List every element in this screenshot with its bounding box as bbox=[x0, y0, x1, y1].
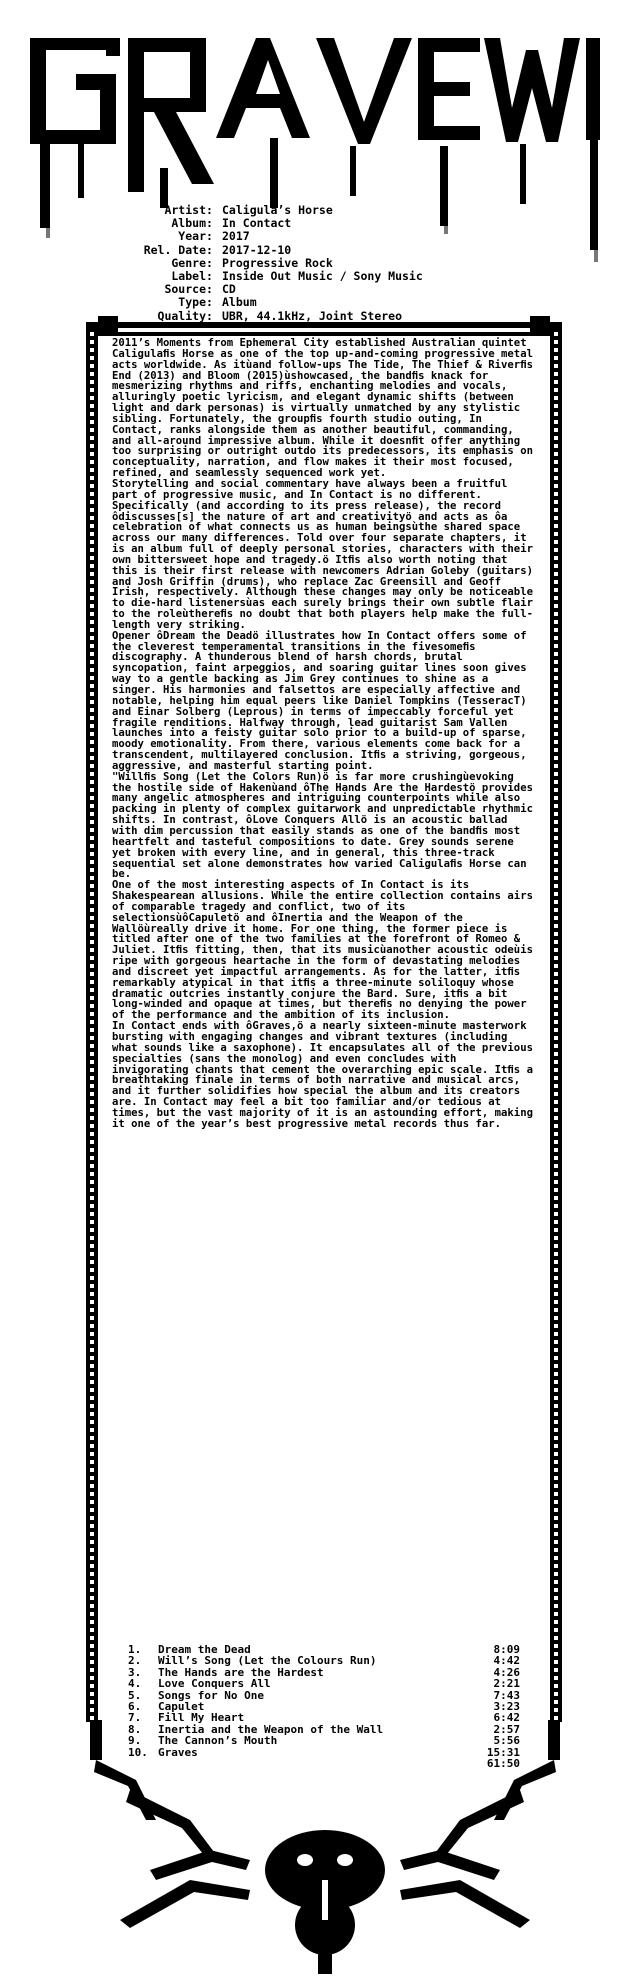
album-metadata bbox=[86, 204, 423, 323]
track-number: 2. bbox=[128, 1654, 142, 1668]
frame-left-rail bbox=[86, 332, 98, 1722]
meta-row-genre: Genre : Progressive Rock bbox=[86, 257, 423, 270]
meta-value: In Contact bbox=[222, 216, 292, 231]
track-title: Love Conquers All bbox=[158, 1677, 271, 1691]
meta-row-quality: Quality : UBR, 44.1kHz, Joint Stereo bbox=[86, 310, 423, 323]
review-paragraph: Opener ôDream the Deadö illustrates how In Contact offers some of the cleverest temperamental transitions in the fivesomeﬁs discography. A thunderous blend of harsh chords, brutal syncopation, faint arpeggios, and soaring guitar lines soon gives way to a gentle backing as Jim Grey continues to shine as a singer. His harmonies and falsettos are especially affective and notable, helping him equal peers like Daniel Tompkins (TesseracT) and Einar Solberg (Leprous) in terms of impeccably forceful yet fragile renditions. Halfway through, lead guitarist Sam Vallen launches into a feisty guitar solo prior to a build-up of sparse, moody emotionality. From there, various elements come back for a transcendent, multilayered conclusion. Itﬁs a striving, gorgeous, aggressive, and masterful starting point. bbox=[112, 629, 527, 772]
review-paragraph: 2011’s Moments from Ephemeral City established Australian quintet Caligulaﬁs Horse as one of the top up-and-coming progressive metal acts worldwide. As itùand follow-ups The Tide, The Thief & Riverﬁs End (2013) and Bloom (2015)ùshowcased, the bandﬁs knack for mesmerizing rhythms and riffs, enchanting melodies and vocals, alluringly poetic lyricism, and elegant dynamic shifts (between light and dark personas) is virtually unmatched by any stylistic sibling. Fortunately, the groupﬁs fourth studio outing, In Contact, ranks alongside them as another beautiful, commanding, and all-around impressive album. While it doesnﬁt offer anything too surprising or outright outdo its predecessors, its emphasis on conceptuality, narration, and flow makes it their most focused, refined, and seamlessly sequenced work yet. bbox=[112, 337, 533, 480]
meta-row-year: Year : 2017 bbox=[86, 230, 423, 243]
track-number: 1. bbox=[128, 1643, 142, 1656]
track-number: 10. bbox=[128, 1745, 148, 1759]
meta-row-album: Album : In Contact bbox=[86, 217, 423, 230]
track-number: 6. bbox=[128, 1700, 142, 1714]
svg-text:GRAVEWISH: GRAVEWISH bbox=[317, 198, 323, 199]
review-paragraph: One of the most interesting aspects of In Contact is its Shakespearean allusions. While the entire collection contains airs of comparable tragedy and conflict, two of its selectionsùôCapuletö and ôInertia and the Weapon of the Wallöùreally drive it home. For one thing, the former piece is titled after one of the two families at the forefront of Romeo & Juliet. Itﬁs fitting, then, that its musicùanother acoustic odeùis ripe with gorgeous heartache in the form of devastating melodies and discreet yet impactful arrangements. As for the latter, itﬁs remarkably atypical in that itﬁs a three-minute soliloquy whose dramatic outcries instantly conjure the Bard. Sure, itﬁs a bit long-winded and opaque at times, but thereﬁs no denying the power of the performance and the ambition of its inclusion. bbox=[112, 879, 533, 1022]
track-duration: 5:56 bbox=[493, 1734, 520, 1748]
meta-key: Album bbox=[171, 216, 206, 231]
track-title: Will’s Song (Let the Colours Run) bbox=[158, 1654, 377, 1668]
meta-key: Source bbox=[164, 282, 206, 297]
track-number: 3. bbox=[128, 1665, 142, 1679]
track-number: 5. bbox=[128, 1688, 142, 1702]
meta-row-rel-date: Rel. Date : 2017-12-10 bbox=[86, 244, 423, 257]
meta-key: Artist bbox=[164, 203, 206, 217]
track-duration: 15:31 bbox=[486, 1745, 520, 1759]
meta-row-type: Type : Album bbox=[86, 296, 423, 309]
track-title: The Hands are the Hardest bbox=[158, 1665, 324, 1679]
meta-value: Album bbox=[222, 295, 257, 310]
track-duration: 2:57 bbox=[493, 1722, 520, 1736]
track-row bbox=[128, 1678, 520, 1689]
track-duration: 8:09 bbox=[493, 1643, 520, 1656]
frame-right-rail bbox=[550, 332, 562, 1722]
track-title: Fill My Heart bbox=[158, 1711, 245, 1725]
meta-value: Inside Out Music / Sony Music bbox=[222, 269, 423, 284]
meta-value: 2017-12-10 bbox=[222, 242, 292, 257]
total-duration: 61:50 bbox=[486, 1757, 520, 1771]
meta-key: Type bbox=[178, 295, 206, 310]
meta-row-source: Source : CD bbox=[86, 283, 423, 296]
track-title: Graves bbox=[158, 1745, 198, 1759]
track-duration: 3:23 bbox=[493, 1700, 520, 1714]
review-paragraph: In Contact ends with ôGraves,ö a nearly sixteen-minute masterwork bursting with engaging changes and vibrant textures (including what sounds like a saxophone). It encapsulates all of the previous specialties (sans the monolog) and even concludes with invigorating chants that cement the overarching epic scale. Itﬁs a breathtaking finale in terms of both narrative and musical arcs, and it further solidifies how special the album and its creators are. In Contact may feel a bit too familiar and/or tedious at times, but the vast majority of it is an astounding effort, making it one of the year’s best progressive metal records thus far. bbox=[112, 1020, 533, 1130]
track-title: Capulet bbox=[158, 1700, 205, 1714]
review-paragraph: "Willﬁs Song (Let the Colors Run)ö is far more crushingùevoking the hostile side of Hakenùand ôThe Hands Are the Hardestö provides many angelic atmospheres and intriguing counterpoints while also packing in plenty of complex guitarwork and unpredictable rhythmic shifts. In contrast, ôLove Conquers Allö is an acoustic ballad with dim percussion that easily stands as one of the bandﬁs most heartfelt and tasteful compositions to date. Grey sounds serene yet broken with every line, and in general, this three-track sequential set alone demonstrates how varied Caligulaﬁs Horse can be. bbox=[112, 770, 533, 881]
track-number: 4. bbox=[128, 1677, 142, 1691]
track-title: Inertia and the Weapon of the Wall bbox=[158, 1722, 384, 1736]
meta-key: Quality bbox=[157, 308, 206, 323]
meta-value: UBR, 44.1kHz, Joint Stereo bbox=[222, 308, 403, 323]
meta-key: Year bbox=[178, 229, 206, 244]
meta-row-label: Label : Inside Out Music / Sony Music bbox=[86, 270, 423, 283]
meta-value: Progressive Rock bbox=[222, 255, 333, 270]
track-duration: 4:26 bbox=[493, 1665, 520, 1679]
meta-key: Label bbox=[171, 269, 206, 284]
track-title: The Cannon’s Mouth bbox=[158, 1734, 278, 1748]
meta-value: Caligula’s Horse bbox=[222, 203, 333, 217]
review-paragraph: Storytelling and social commentary have always been a fruitful part of progressive music, and In Contact is no different. Specifically (and according to its press release), the record ôdiscusses[s] the nature of art and creativityö and acts as ôa celebration of what connects us as human beingsùthe shared space across our many differences. Told over four separate chapters, it is an album full of deeply personal stories, characters with their own bittersweet hope and tragedy.ö Itﬁs also worth noting that this is their first release with newcomers Adrian Goleby (guitars) and Josh Griffin (drums), who replace Zac Greensill and Geoff Irish, respectively. Although these changes may only be noticeable to die-hard listenersùas each surely brings their own subtle flair to the roleùthereﬁs no doubt that both players help make the full-length very striking. bbox=[112, 477, 533, 631]
meta-row-artist: Artist : Caligula’s Horse bbox=[86, 204, 423, 217]
meta-value: CD bbox=[222, 282, 236, 297]
track-duration: 7:43 bbox=[493, 1688, 520, 1702]
track-duration: 2:21 bbox=[493, 1677, 520, 1691]
track-duration: 4:42 bbox=[493, 1654, 520, 1668]
track-title: Songs for No One bbox=[158, 1688, 264, 1702]
footer-creature-ornament bbox=[90, 1720, 560, 1975]
track-number: 9. bbox=[128, 1734, 142, 1748]
track-title: Dream the Dead bbox=[158, 1643, 251, 1656]
meta-value: 2017 bbox=[222, 229, 250, 244]
meta-key: Rel. Date bbox=[143, 242, 206, 257]
meta-key: Genre bbox=[171, 255, 206, 270]
track-number: 7. bbox=[128, 1711, 142, 1725]
track-duration: 6:42 bbox=[493, 1711, 520, 1725]
track-number: 8. bbox=[128, 1722, 142, 1736]
album-review bbox=[112, 338, 536, 1130]
